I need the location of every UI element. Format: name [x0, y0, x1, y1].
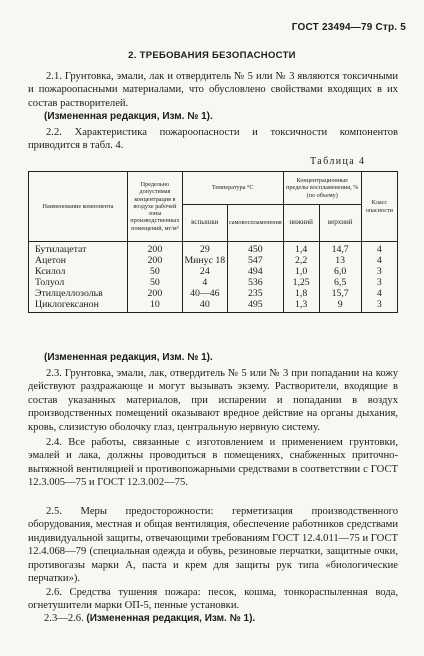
cell-hazard: 3 [361, 278, 397, 289]
table-row [29, 289, 398, 300]
col-header-upper: верхний [319, 205, 361, 242]
col-header-temp: Температура °С [182, 172, 283, 205]
col-header-flash: вспышки [182, 205, 227, 242]
note-ref: 2.3—2.6. [44, 613, 84, 624]
cell-flash: 24 [182, 267, 227, 278]
cell-lower: 1,3 [283, 300, 319, 313]
cell-flash: 40—46 [182, 289, 227, 300]
cell-hazard: 4 [361, 242, 397, 256]
cell-autoign: 495 [227, 300, 283, 313]
cell-autoign: 235 [227, 289, 283, 300]
cell-upper: 6,0 [319, 267, 361, 278]
cell-flash: 29 [182, 242, 227, 256]
hazard-table [28, 171, 398, 313]
cell-flash: Минус 18 [182, 256, 227, 267]
cell-name: Циклогексанон [29, 300, 128, 313]
cell-lower: 2,2 [283, 256, 319, 267]
section-title: 2. ТРЕБОВАНИЯ БЕЗОПАСНОСТИ [128, 50, 296, 61]
cell-mac: 200 [128, 289, 183, 300]
cell-upper: 6,5 [319, 278, 361, 289]
cell-mac: 10 [128, 300, 183, 313]
col-header-hazard: Класс опасности [361, 172, 397, 242]
cell-mac: 50 [128, 278, 183, 289]
cell-hazard: 4 [361, 289, 397, 300]
paragraph-2-4: 2.4. Все работы, связанные с изготовлением и применением грунтовки, эмалей и лака, должны проводиться в помещениях, снабженных приточно-вытяжной вентиляцией и противопожарными средствами в соответствии с ГОСТ 12.3.005—75 и ГОСТ 12.3.002—75. [28, 437, 398, 489]
cell-name: Ацетон [29, 256, 128, 267]
cell-mac: 200 [128, 242, 183, 256]
cell-flash: 40 [182, 300, 227, 313]
cell-autoign: 547 [227, 256, 283, 267]
table-row [29, 278, 398, 289]
table-row [29, 300, 398, 313]
cell-upper: 13 [319, 256, 361, 267]
amendment-note: (Измененная редакция, Изм. № 1). [44, 352, 213, 363]
paragraph-2-3: 2.3. Грунтовка, эмали, лак, отвердитель № 5 или № 3 при попадании на кожу действуют раздражающе и могут вызывать экзему. Растворители, входящие в состав указанных материалов, при испарении и попадании в воздух производственных помещений оказывают вредное действие на органы дыхания, кровь, слизистую оболочку глаз, центральную нервную систему. [28, 368, 398, 433]
cell-name: Бутилацетат [29, 242, 128, 256]
cell-lower: 1,25 [283, 278, 319, 289]
cell-hazard: 3 [361, 267, 397, 278]
cell-hazard: 4 [361, 256, 397, 267]
cell-autoign: 450 [227, 242, 283, 256]
cell-autoign: 494 [227, 267, 283, 278]
page-header: ГОСТ 23494—79 Стр. 5 [291, 22, 406, 33]
table-row [29, 242, 398, 256]
col-header-conc: Концентрационные пределы воспламенения, % (по объему) [283, 172, 361, 205]
cell-name: Этилцеллозольв [29, 289, 128, 300]
paragraph-2-2: 2.2. Характеристика пожароопасности и токсичности компонентов приводится в табл. 4. [28, 127, 398, 152]
cell-autoign: 536 [227, 278, 283, 289]
note-text: (Измененная редакция, Изм. № 1). [86, 613, 256, 624]
col-header-lower: нижний [283, 205, 319, 242]
cell-lower: 1,8 [283, 289, 319, 300]
amendment-note: (Измененная редакция, Изм. № 1). [44, 111, 213, 122]
cell-flash: 4 [182, 278, 227, 289]
cell-mac: 200 [128, 256, 183, 267]
cell-lower: 1,0 [283, 267, 319, 278]
cell-hazard: 3 [361, 300, 397, 313]
paragraph-2-5: 2.5. Меры предосторожности: герметизация производственного оборудования, местная и общая вентиляция, обеспечение работников средствами индивидуальной защиты, отвечающими требованиям ГОСТ 12.4.011—75 и ГОСТ 12.4.068—79 (специальная одежда и обувь, резиновые перчатки, защитные очки, противогазы марки А, паста и крем для защиты рук типа «биологические перчатки»). [28, 506, 398, 585]
col-header-autoign: самовоспламенения [227, 205, 283, 242]
amendment-note-2-3-2-6 [44, 613, 255, 624]
table-caption: Таблица 4 [310, 156, 366, 167]
col-header-mac: Предельно допустимая концентрация в воздухе рабочей зоны производственных помещений, мг/м³ [128, 172, 183, 242]
cell-name: Ксилол [29, 267, 128, 278]
paragraph-2-6: 2.6. Средства тушения пожара: песок, кошма, тонкораспыленная вода, огнетушители марки ОП-5, пенные установки. [28, 587, 398, 612]
paragraph-2-1: 2.1. Грунтовка, эмали, лак и отвердитель № 5 или № 3 являются токсичными и пожароопасными материалами, что обусловлено свойствами входящих в их состав растворителей. [28, 71, 398, 109]
cell-upper: 15,7 [319, 289, 361, 300]
cell-lower: 1,4 [283, 242, 319, 256]
cell-upper: 9 [319, 300, 361, 313]
cell-mac: 50 [128, 267, 183, 278]
cell-name: Толуол [29, 278, 128, 289]
cell-upper: 14,7 [319, 242, 361, 256]
col-header-name: Наименование компонента [29, 172, 128, 242]
